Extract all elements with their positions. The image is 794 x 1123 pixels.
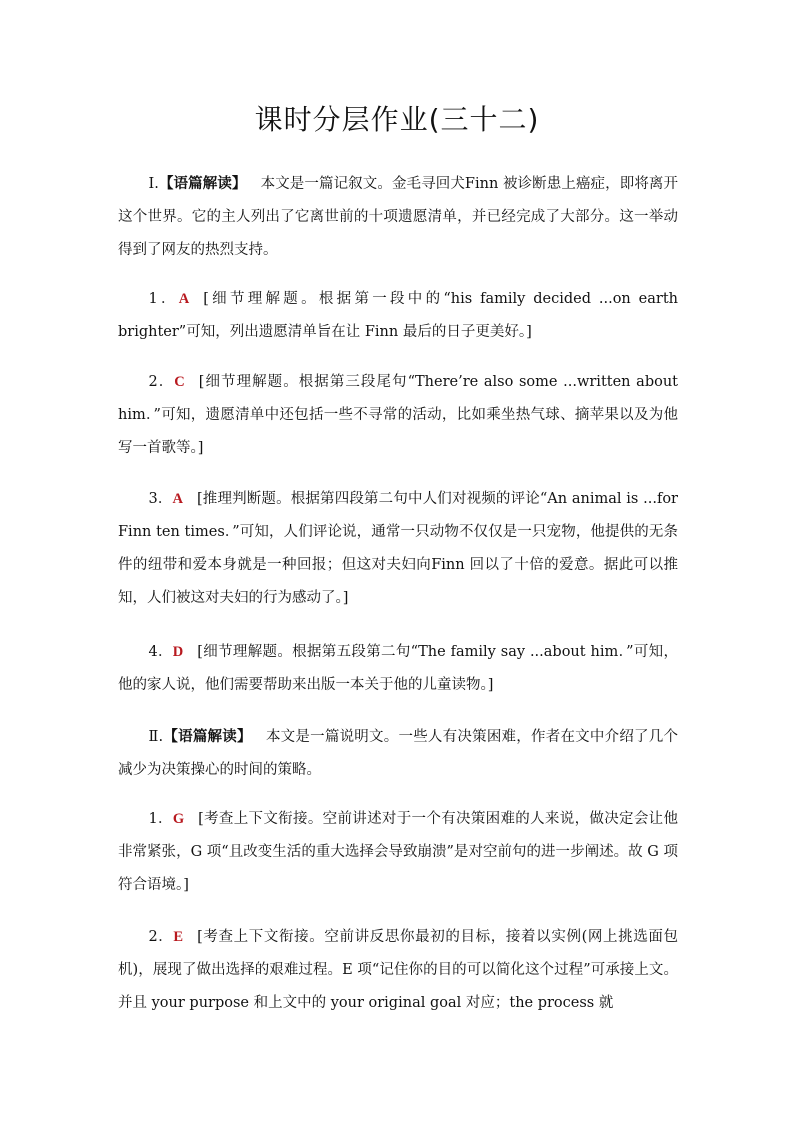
section2-intro <box>118 720 678 787</box>
item-number: 2． <box>148 374 175 390</box>
section1-item-2 <box>118 366 678 465</box>
section1-tag: 【语篇解读】 <box>158 175 247 192</box>
item-number: 1． <box>148 811 173 827</box>
item-explanation: [考查上下文衔接。空前讲反思你最初的目标，接着以实例(网上挑选面包机)，展现了做出选择的艰难过程。E 项“记住你的目的可以简化这个过程”可承接上文。并且 your purpose 和上文中的 your original goal 对应；the process 就 <box>118 929 678 1011</box>
section2-item-1 <box>118 803 678 902</box>
item-number: 1． <box>148 291 179 307</box>
answer-letter: A <box>178 291 190 307</box>
section2-item-2 <box>118 921 678 1020</box>
section1-intro <box>118 167 678 267</box>
section1-item-1 <box>118 283 678 349</box>
item-explanation: [细节理解题。根据第三段尾句“There’re also some ...written about him．”可知，遗愿清单中还包括一些不寻常的活动，比如乘坐热气球、摘苹果以及为他写一首歌等。] <box>118 374 678 456</box>
section1-item-3 <box>118 483 678 615</box>
answer-letter: A <box>172 491 183 507</box>
item-explanation: [细节理解题。根据第五段第二句“The family say ...about him．”可知，他的家人说，他们需要帮助来出版一本关于他的儿童读物。] <box>118 644 678 693</box>
section2-roman: Ⅱ. <box>148 729 164 745</box>
answer-letter: C <box>174 374 185 390</box>
item-number: 4． <box>148 644 173 660</box>
page-title: 课时分层作业(三十二) <box>254 103 540 136</box>
item-number: 3． <box>148 491 173 507</box>
section1-roman: Ⅰ. <box>148 176 159 192</box>
section1-text: 本文是一篇记叙文。金毛寻回犬Finn 被诊断患上癌症，即将离开这个世界。它的主人列出了它离世前的十项遗愿清单，并已经完成了大部分。这一举动得到了网友的热烈支持。 <box>118 176 679 258</box>
item-explanation: [考查上下文衔接。空前讲述对于一个有决策困难的人来说，做决定会让他非常紧张，G 项“且改变生活的重大选择会导致崩溃”是对空前句的进一步阐述。故 G 项符合语境。] <box>118 811 678 893</box>
section2-text: 本文是一篇说明文。一些人有决策困难，作者在文中介绍了几个减少为决策操心的时间的策略。 <box>118 729 679 778</box>
section2-tag: 【语篇解读】 <box>163 728 252 745</box>
item-number: 2． <box>148 929 174 945</box>
answer-letter: E <box>173 929 184 945</box>
answer-letter: G <box>172 811 185 827</box>
item-explanation: [细节理解题。根据第一段中的“his family decided ...on earth brighter”可知，列出遗愿清单旨在让 Finn 最后的日子更美好。] <box>118 291 678 340</box>
answer-letter: D <box>172 644 184 660</box>
section1-item-4 <box>118 636 678 702</box>
item-explanation: [推理判断题。根据第四段第二句中人们对视频的评论“An animal is ...for Finn ten times．”可知，人们评论说，通常一只动物不仅仅是一只宠物，他提供的无条件的纽带和爱本身就是一种回报；但这对夫妇向Finn 回以了十倍的爱意。据此可以推知，人们被这对夫妇的行为感动了。] <box>118 491 678 606</box>
